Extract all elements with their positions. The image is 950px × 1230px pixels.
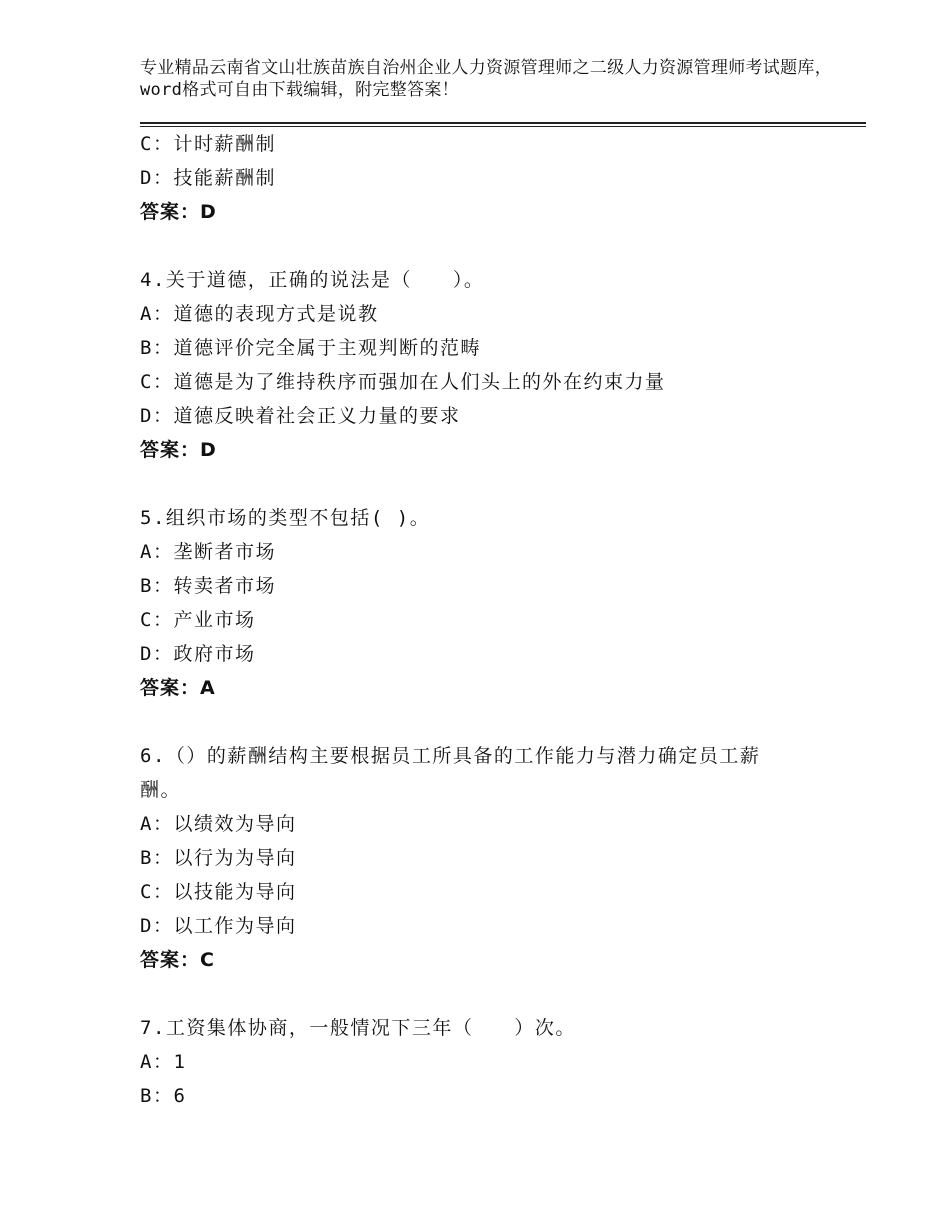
option-b: B：以行为为导向 xyxy=(140,847,297,869)
option-d: D：道德反映着社会正义力量的要求 xyxy=(140,405,461,427)
answer-line: 答案：C xyxy=(140,949,215,971)
option-c: C：以技能为导向 xyxy=(140,881,297,903)
question-stem: 7.工资集体协商，一般情况下三年（ ）次。 xyxy=(140,1017,576,1039)
option-d: D：以工作为导向 xyxy=(140,915,297,937)
option-a: A：垄断者市场 xyxy=(140,541,276,563)
spacer xyxy=(140,705,840,739)
question-7 xyxy=(140,1011,840,1113)
option-c: C：产业市场 xyxy=(140,609,256,631)
spacer xyxy=(140,229,840,263)
spacer xyxy=(140,467,840,501)
option-b: B：转卖者市场 xyxy=(140,575,276,597)
question-stem: 4.关于道德，正确的说法是（ ）。 xyxy=(140,269,485,291)
option-b: B：道德评价完全属于主观判断的范畴 xyxy=(140,337,481,359)
question-stem: 6.（）的薪酬结构主要根据员工所具备的工作能力与潜力确定员工薪酬。 xyxy=(140,745,761,801)
header-divider-thick xyxy=(140,122,866,124)
answer-line: 答案：D xyxy=(140,439,217,461)
question-5 xyxy=(140,501,840,705)
answer-line: 答案：D xyxy=(140,201,217,223)
option-d: D：技能薪酬制 xyxy=(140,167,276,189)
question-4 xyxy=(140,263,840,467)
question-list xyxy=(140,127,840,1113)
question-6 xyxy=(140,739,840,977)
option-d: D：政府市场 xyxy=(140,643,256,665)
document-header: 专业精品云南省文山壮族苗族自治州企业人力资源管理师之二级人力资源管理师考试题库，word格式可自由下载编辑，附完整答案！ xyxy=(140,58,832,100)
option-c: C：道德是为了维持秩序而强加在人们头上的外在约束力量 xyxy=(140,371,666,393)
spacer xyxy=(140,977,840,1011)
question-3-tail xyxy=(140,127,840,229)
question-stem: 5.组织市场的类型不包括( )。 xyxy=(140,507,431,529)
option-a: A：1 xyxy=(140,1051,187,1073)
option-b: B：6 xyxy=(140,1085,187,1107)
answer-line: 答案：A xyxy=(140,677,216,699)
option-c: C：计时薪酬制 xyxy=(140,133,276,155)
option-a: A：以绩效为导向 xyxy=(140,813,297,835)
option-a: A：道德的表现方式是说教 xyxy=(140,303,379,325)
